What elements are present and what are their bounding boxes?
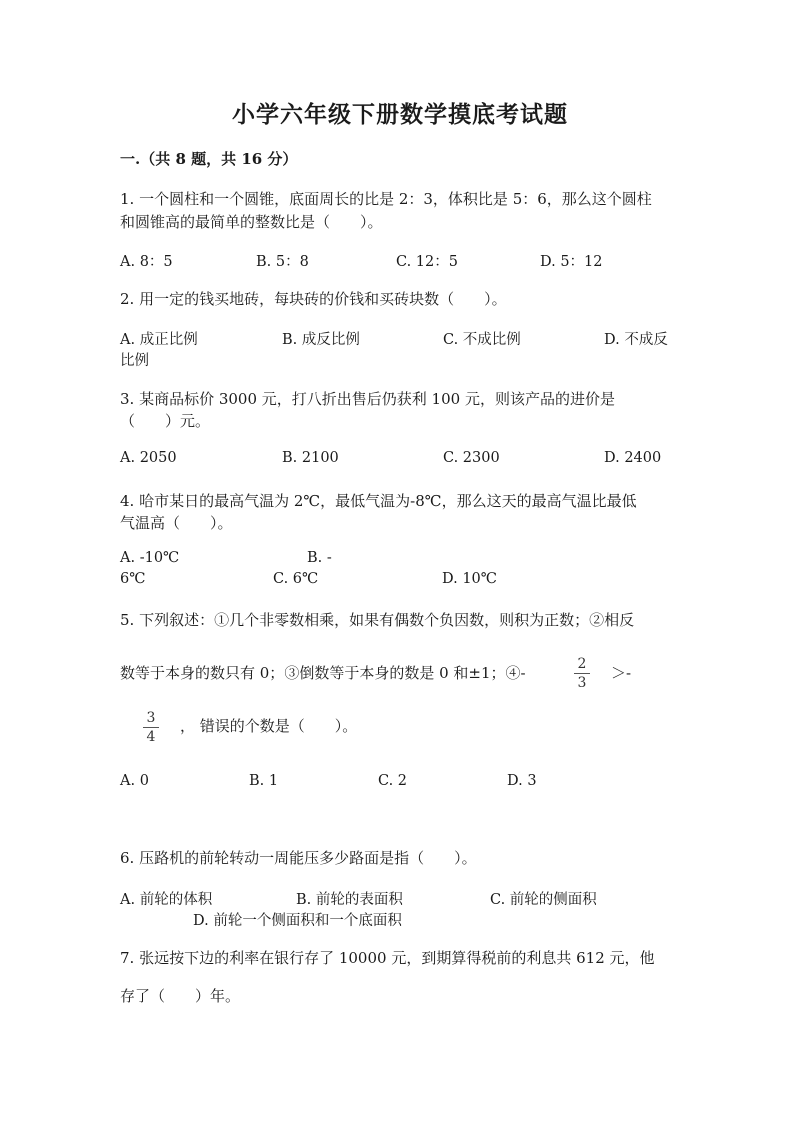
fraction-two-thirds	[574, 656, 590, 691]
question-text-line: ， 错误的个数是（ ）。	[180, 717, 358, 735]
question-text-line: 3. 某商品标价 3000 元，打八折出售后仍获利 100 元，则该产品的进价是	[120, 390, 615, 408]
option-d-continued: 比例	[120, 353, 149, 369]
option-a: A. 0	[120, 773, 149, 789]
option-c: C. 前轮的侧面积	[490, 892, 597, 908]
fraction-denominator: 3	[577, 675, 587, 691]
question-text-line: （ ）元。	[120, 412, 211, 430]
option-d: D. 2400	[604, 450, 662, 466]
question-text-line: 7. 张远按下边的利率在银行存了 10000 元，到期算得税前的利息共 612 元，他	[120, 949, 655, 967]
option-b: B. 5：8	[256, 254, 309, 270]
option-b: B. 2100	[282, 450, 339, 466]
question-text-fragment: ＞-	[611, 664, 632, 682]
fraction-numerator: 2	[577, 656, 587, 672]
fraction-three-quarters	[143, 710, 159, 745]
question-text-line: 5. 下列叙述：①几个非零数相乘，如果有偶数个负因数，则积为正数；②相反	[120, 611, 635, 629]
option-b-continued: 6℃	[120, 571, 146, 587]
option-a: A. 8：5	[120, 254, 173, 270]
question-text-line: 存了（ ）年。	[120, 987, 241, 1005]
fraction-numerator: 3	[146, 710, 156, 726]
option-d: D. 前轮一个侧面积和一个底面积	[193, 913, 402, 929]
option-a: A. -10℃	[120, 550, 180, 566]
option-d: D. 5：12	[540, 254, 603, 270]
fraction-denominator: 4	[146, 729, 156, 745]
question-text-line: 4. 哈市某日的最高气温为 2℃，最低气温为-8℃，那么这天的最高气温比最低	[120, 492, 637, 510]
option-c: C. 12：5	[396, 254, 458, 270]
option-d: D. 10℃	[442, 571, 497, 587]
question-text-line: 气温高（ ）。	[120, 514, 233, 532]
question-text-line: 1. 一个圆柱和一个圆锥，底面周长的比是 2：3，体积比是 5：6，那么这个圆柱	[120, 190, 652, 208]
option-d: D. 不成反	[604, 332, 668, 348]
question-text-line: 2. 用一定的钱买地砖，每块砖的价钱和买砖块数（ ）。	[120, 290, 507, 308]
option-c: C. 2300	[443, 450, 500, 466]
option-c: C. 不成比例	[443, 332, 521, 348]
option-a: A. 成正比例	[120, 332, 198, 348]
option-b: B. 前轮的表面积	[296, 892, 403, 908]
fraction-bar	[143, 727, 159, 728]
option-b: B. 1	[249, 773, 279, 789]
option-d: D. 3	[507, 773, 537, 789]
page-title: 小学六年级下册数学摸底考试题	[232, 101, 568, 128]
question-text-line: 数等于本身的数只有 0；③倒数等于本身的数是 0 和±1；④-	[120, 664, 526, 682]
option-b: B. 成反比例	[282, 332, 360, 348]
section-heading: 一.（共 8 题，共 16 分）	[120, 150, 298, 168]
fraction-bar	[574, 673, 590, 674]
option-a: A. 2050	[120, 450, 177, 466]
option-a: A. 前轮的体积	[120, 892, 213, 908]
question-text-line: 和圆锥高的最简单的整数比是（ ）。	[120, 213, 383, 231]
option-b: B. -	[307, 550, 332, 566]
option-c: C. 2	[378, 773, 408, 789]
option-c: C. 6℃	[273, 571, 319, 587]
question-text-line: 6. 压路机的前轮转动一周能压多少路面是指（ ）。	[120, 849, 477, 867]
